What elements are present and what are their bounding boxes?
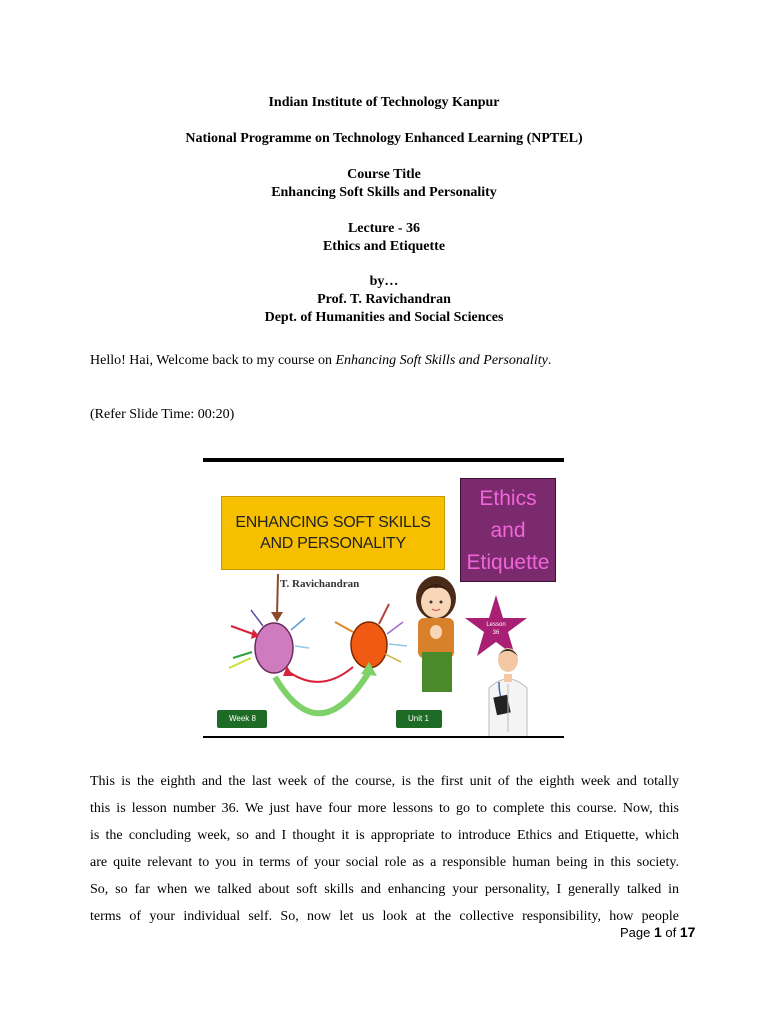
slide-illustration xyxy=(203,462,564,738)
lesson-number: 36 xyxy=(492,630,500,636)
programme-name: National Programme on Technology Enhanced Learning (NPTEL) xyxy=(185,131,583,146)
lecture-slide-image xyxy=(203,458,564,738)
slide-time-reference: (Refer Slide Time: 00:20) xyxy=(90,407,235,422)
department-name: Dept. of Humanities and Social Sciences xyxy=(264,310,504,325)
girl-illustration xyxy=(416,576,456,692)
arrow-brown-right xyxy=(379,604,389,624)
of-word: of xyxy=(665,925,677,940)
pink-circle xyxy=(255,623,293,673)
body-line-5: So, so far when we talked about soft skills and enhancing your personality, I generally talked in xyxy=(90,882,679,897)
ethics-line2: and xyxy=(490,519,526,542)
arrow-orange xyxy=(335,622,353,632)
intro-suffix: . xyxy=(547,353,552,368)
down-arrow-head xyxy=(271,612,283,622)
page-number-footer xyxy=(620,924,695,940)
by-label: by… xyxy=(369,274,399,289)
red-curve-arrow xyxy=(289,667,353,682)
green-curve-arrow xyxy=(275,672,369,713)
down-arrow-line xyxy=(277,574,278,616)
body-line-2: this is lesson number 36. We just have four more lessons to go to complete this course. Now, this xyxy=(90,801,679,816)
institute-name: Indian Institute of Technology Kanpur xyxy=(268,95,500,110)
orange-circle xyxy=(351,622,387,668)
slide-title-line2: AND PERSONALITY xyxy=(260,535,406,552)
intro-course-name: Enhancing Soft Skills and Personality xyxy=(335,353,548,368)
ethics-line3: Etiquette xyxy=(466,551,550,574)
body-line-6: terms of your individual self. So, now let us look at the collective responsibility, how people xyxy=(90,909,679,924)
doctor-illustration xyxy=(489,648,527,738)
professor-name: Prof. T. Ravichandran xyxy=(317,292,451,307)
body-line-3: is the concluding week, so and I thought it is appropriate to introduce Ethics and Etiquette, which xyxy=(90,828,679,843)
arrow-lime-left xyxy=(229,658,251,668)
arrow-red-left xyxy=(231,626,253,634)
arrow-blue-mid xyxy=(291,618,305,630)
total-pages: 17 xyxy=(679,924,696,940)
week-tag: Week 8 xyxy=(217,710,267,728)
slide-author-name: T. Ravichandran xyxy=(280,578,360,590)
ethics-line1: Ethics xyxy=(479,487,537,510)
course-title-label: Course Title xyxy=(347,167,421,182)
slide-title-line1: ENHANCING SOFT SKILLS xyxy=(235,514,431,531)
current-page: 1 xyxy=(654,924,662,940)
intro-paragraph xyxy=(90,352,679,370)
course-title: Enhancing Soft Skills and Personality xyxy=(271,185,497,200)
lecture-label: Lecture - 36 xyxy=(347,221,421,236)
body-line-4: are quite relevant to you in terms of your social role as a responsible human being in this society. xyxy=(90,855,679,870)
arrow-purple-left xyxy=(251,610,263,626)
body-line-1: This is the eighth and the last week of the course, is the first unit of the eighth week and totally xyxy=(90,774,679,789)
unit-tag: Unit 1 xyxy=(396,710,442,728)
lesson-label: Lesson xyxy=(486,622,506,628)
lecture-title: Ethics and Etiquette xyxy=(322,239,446,254)
intro-prefix: Hello! Hai, Welcome back to my course on xyxy=(90,353,336,368)
arrow-green-left xyxy=(233,652,252,658)
page-word: Page xyxy=(620,925,651,940)
